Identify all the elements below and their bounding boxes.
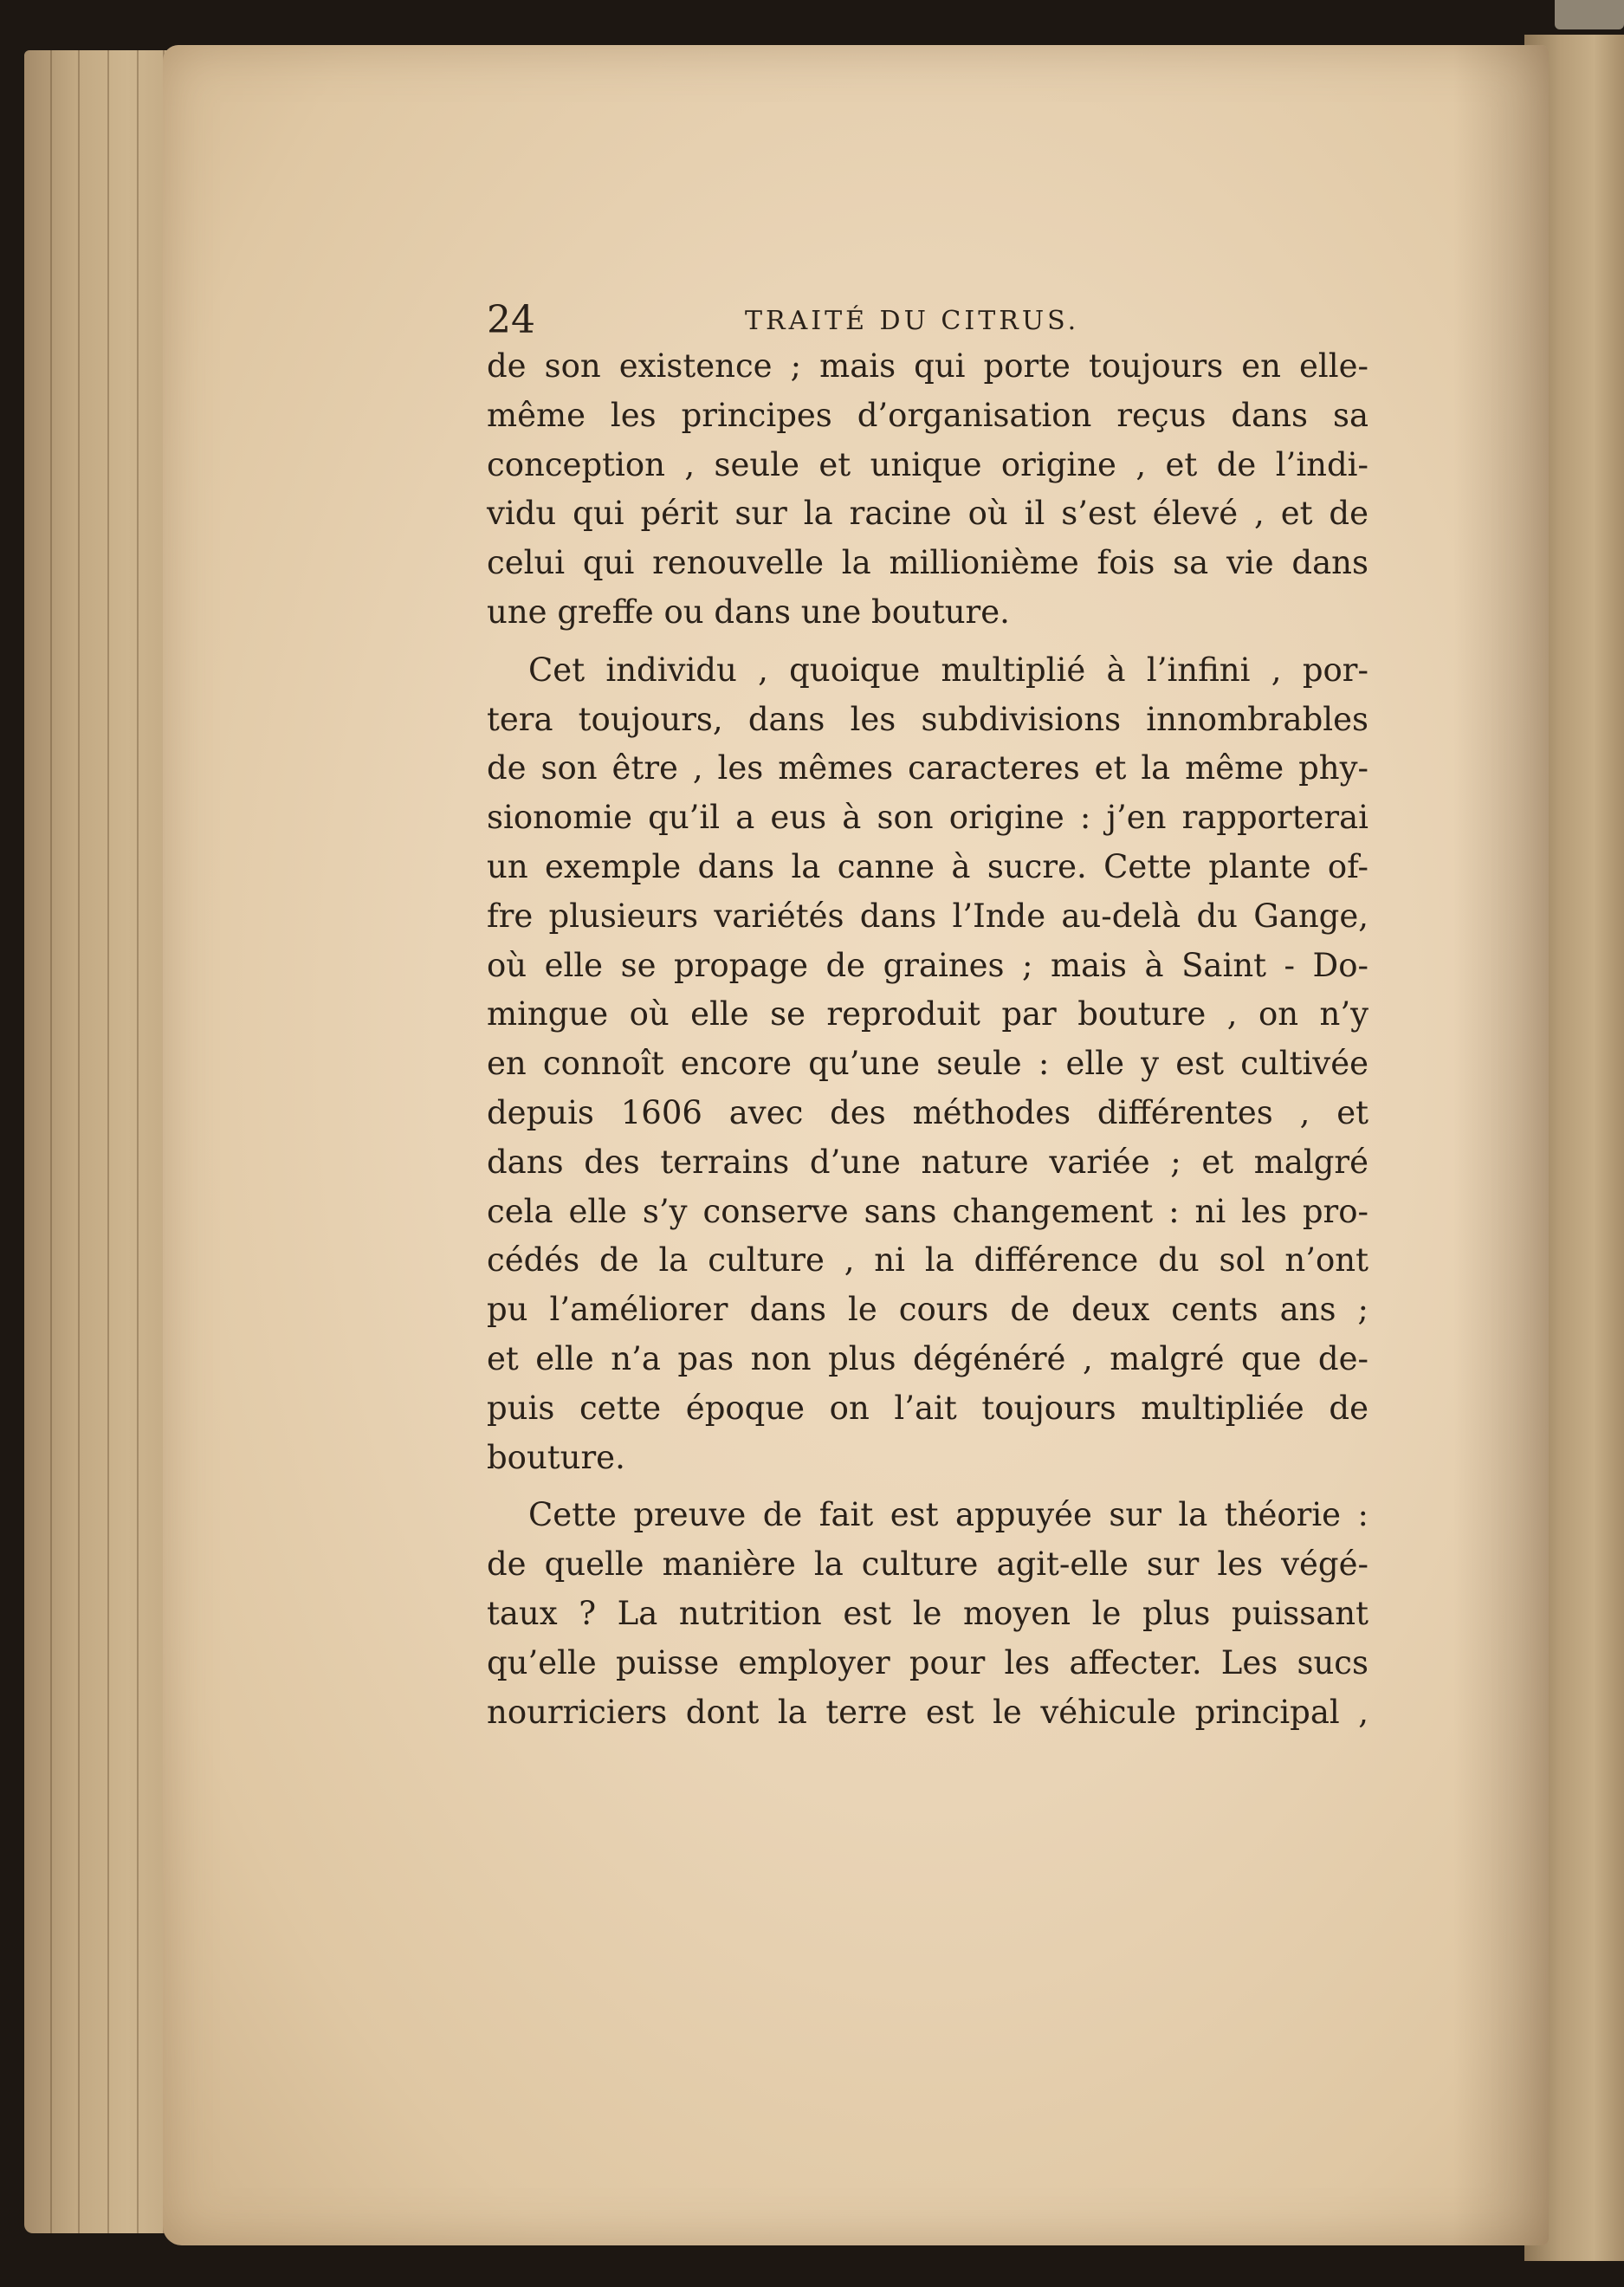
text-line: bouture. xyxy=(487,1438,625,1476)
text-line: un exemple dans la canne à sucre. Cette plante of- xyxy=(487,847,1368,885)
gutter-shadow xyxy=(1453,45,1549,2245)
running-title: TRAITÉ DU CITRUS. xyxy=(745,306,1080,336)
text-line: une greffe ou dans une bouture. xyxy=(487,593,1010,631)
paragraph-3 xyxy=(487,1491,1368,1737)
page-number: 24 xyxy=(487,298,535,342)
text-line: et elle n’a pas non plus dégénéré , malgré que de- xyxy=(487,1339,1368,1377)
text-line: pu l’améliorer dans le cours de deux cents ans ; xyxy=(487,1291,1368,1329)
text-line: de son existence ; mais qui porte toujours en elle- xyxy=(487,347,1368,385)
text-line: nourriciers dont la terre est le véhicule principal , xyxy=(487,1693,1368,1731)
text-line: Cet individu , quoique multiplié à l’infini , por- xyxy=(528,651,1368,689)
text-line: cédés de la culture , ni la différence du sol n’ont xyxy=(487,1241,1368,1280)
text-line: celui qui renouvelle la millionième fois sa vie dans xyxy=(487,544,1368,582)
paragraph-2 xyxy=(487,646,1368,1483)
text-line: conception , seule et unique origine , et de l’indi- xyxy=(487,445,1368,483)
text-line: vidu qui périt sur la racine où il s’est élevé , et de xyxy=(487,495,1368,533)
text-line: sionomie qu’il a eus à son origine : j’en rapporterai xyxy=(487,799,1368,837)
text-line: qu’elle puisse employer pour les affecter. Les sucs xyxy=(487,1643,1368,1681)
text-line: cela elle s’y conserve sans changement : ni les pro- xyxy=(487,1192,1368,1230)
text-line: de son être , les mêmes caracteres et la même phy- xyxy=(487,749,1368,787)
text-line: même les principes d’organisation reçus dans sa xyxy=(487,396,1368,434)
text-line: fre plusieurs variétés dans l’Inde au-delà du Gange, xyxy=(487,897,1368,935)
text-line: de quelle manière la culture agit-elle sur les végé- xyxy=(487,1545,1368,1584)
text-block xyxy=(487,299,1368,1737)
text-line: mingue où elle se reproduit par bouture , on n’y xyxy=(487,995,1368,1033)
running-head xyxy=(487,299,1368,342)
book-clip xyxy=(1555,0,1624,29)
text-line: taux ? La nutrition est le moyen le plus puissant xyxy=(487,1594,1368,1632)
text-line: dans des terrains d’une nature variée ; et malgré xyxy=(487,1143,1368,1181)
text-line: Cette preuve de fait est appuyée sur la théorie : xyxy=(528,1496,1368,1534)
text-line: où elle se propage de graines ; mais à Saint - Do- xyxy=(487,946,1368,984)
text-line: tera toujours, dans les subdivisions innombrables xyxy=(487,700,1368,738)
text-line: en connoît encore qu’une seule : elle y est cultivée xyxy=(487,1045,1368,1083)
text-line: depuis 1606 avec des méthodes différentes , et xyxy=(487,1093,1368,1131)
paragraph-1 xyxy=(487,342,1368,638)
text-line: puis cette époque on l’ait toujours multipliée de xyxy=(487,1389,1368,1427)
